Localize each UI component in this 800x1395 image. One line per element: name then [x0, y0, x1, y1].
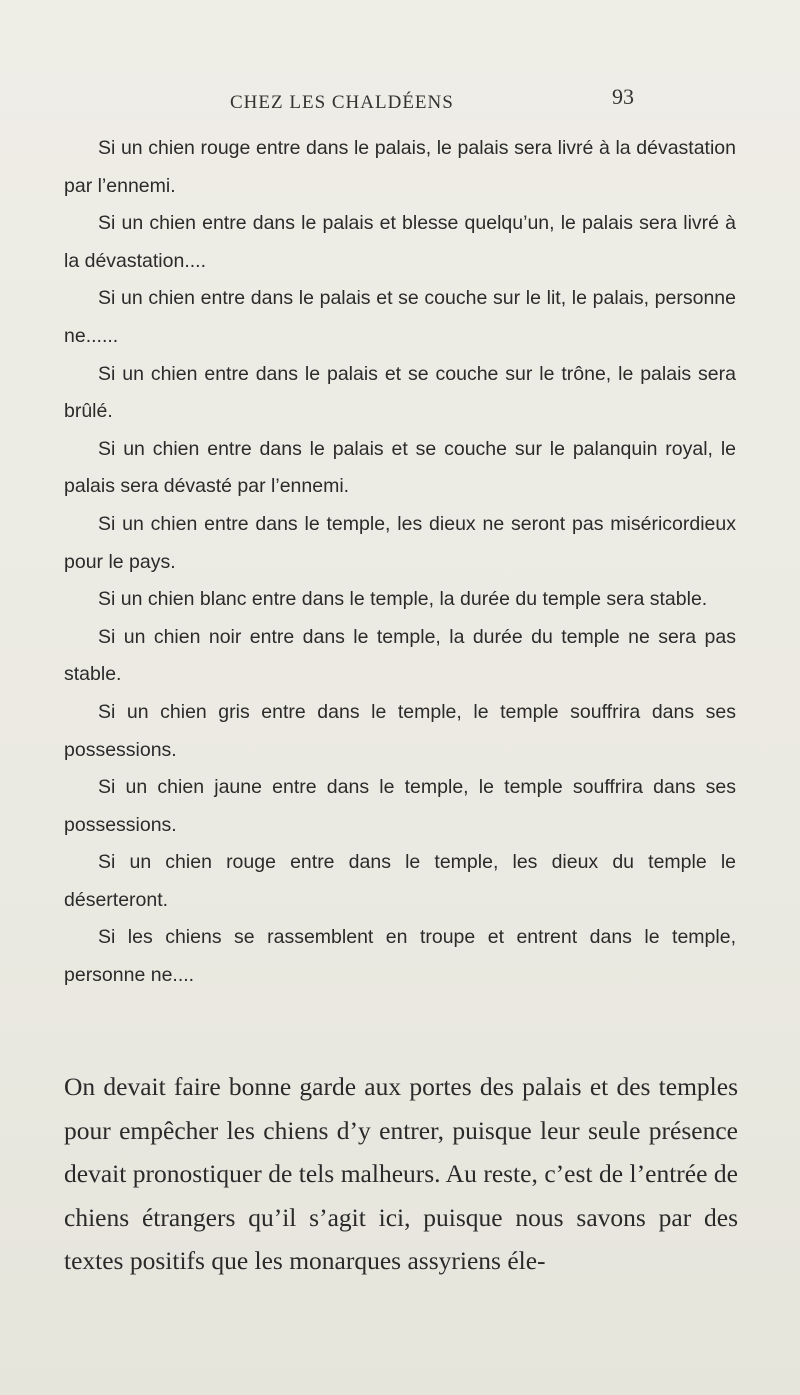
omen-paragraph: Si un chien jaune entre dans le temple, le temple souffrira dans ses possessions.: [64, 776, 736, 836]
running-head: CHEZ LES CHALDÉENS: [230, 92, 454, 113]
omen-paragraph: Si un chien entre dans le palais et se couche sur le trône, le palais sera brûlé.: [64, 362, 736, 423]
omen-paragraph: Si un chien rouge entre dans le palais, le palais sera livré à la dévastation par l’ennemi.: [64, 137, 736, 197]
commentary-paragraph: On devait faire bonne garde aux portes des palais et des temples pour empêcher les chiens d’y entrer, puisque leur seule présence devait pronostiquer de tels malheurs. Au reste, c’est de l’entrée de chiens étrangers qu’il s’agit ici, puisque nous savons par des textes positifs que les monarques assyriens éle-: [64, 1072, 738, 1275]
omen-paragraph: Si un chien entre dans le temple, les dieux ne seront pas miséricordieux pour le pays.: [64, 512, 736, 573]
omen-paragraph: Si un chien entre dans le palais et se couche sur le palanquin royal, le palais sera dévasté par l’ennemi.: [64, 437, 736, 498]
omen-paragraph: Si un chien entre dans le palais et se couche sur le lit, le palais, personne ne......: [64, 287, 736, 347]
omen-paragraph: Si un chien gris entre dans le temple, le temple souffrira dans ses possessions.: [64, 700, 736, 761]
commentary: [64, 1065, 738, 1283]
omen-list: [64, 130, 736, 995]
page-number: 93: [612, 84, 634, 109]
omen-paragraph: Si un chien blanc entre dans le temple, la durée du temple sera stable.: [98, 588, 708, 611]
omen-paragraph: Si un chien noir entre dans le temple, la durée du temple ne sera pas stable.: [64, 625, 736, 686]
omen-paragraph: Si les chiens se rassemblent en troupe et entrent dans le temple, personne ne....: [64, 926, 736, 987]
omen-paragraph: Si un chien rouge entre dans le temple, les dieux du temple le déserteront.: [64, 851, 736, 911]
omen-paragraph: Si un chien entre dans le palais et blesse quelqu’un, le palais sera livré à la dévastation....: [64, 212, 736, 272]
